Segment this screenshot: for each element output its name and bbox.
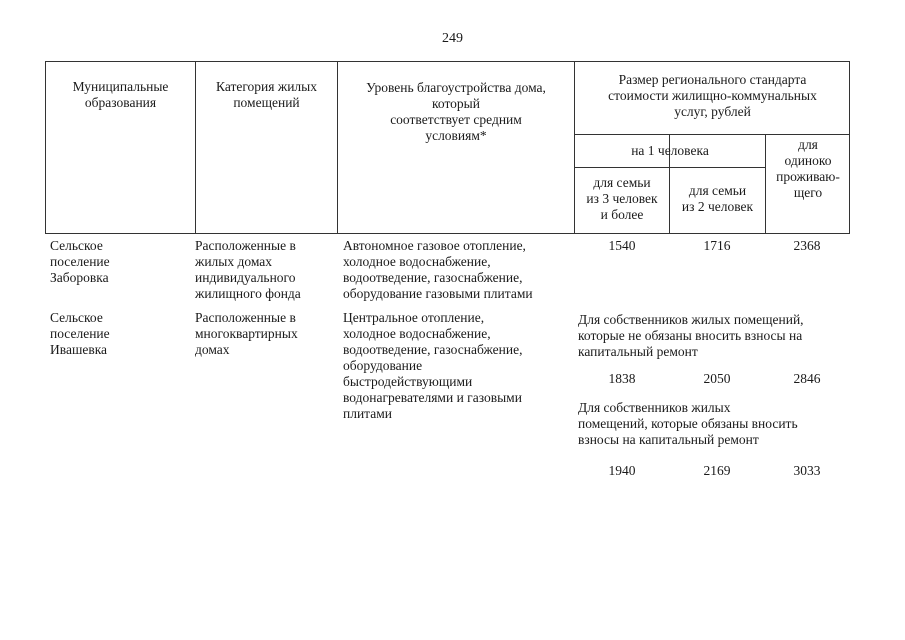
row2-value1-family3: 1838 (608, 371, 636, 386)
row1-value-single: 2368 (793, 238, 821, 253)
header-level: Уровень благоустройства дома, который соответствует средним условиям* (366, 80, 546, 143)
row2-note-no-capital-repair: Для собственников жилых помещений, которые не обязаны вносить взносы на капитальный ремонт (578, 312, 804, 359)
table-header (45, 61, 850, 234)
header-family-2: для семьи из 2 человек (681, 183, 754, 214)
header-category: Категория жилых помещений (216, 79, 317, 110)
header-municipality: Муниципальные образования (72, 79, 169, 110)
row1-value-family2: 1716 (703, 238, 731, 253)
header-per-person: на 1 человека (631, 143, 709, 158)
header-family-3: для семьи из 3 человек и более (586, 175, 658, 222)
row2-level: Центральное отопление, холодное водоснабжение, водоотведение, газоснабжение, оборудование быстродействующими водонагревателями и газовыми плитами (343, 310, 523, 421)
row2-municipality: Сельское поселение Ивашевка (50, 310, 110, 357)
row1-category: Расположенные в жилых домах индивидуального жилищного фонда (195, 238, 301, 301)
header-standard-size: Размер регионального стандарта стоимости жилищно-коммунальных услуг, рублей (608, 72, 817, 119)
divider (574, 167, 766, 168)
row2-note-with-capital-repair: Для собственников жилых помещений, которые обязаны вносить взносы на капитальный ремонт (578, 400, 798, 447)
divider (574, 134, 849, 135)
header-single: для одиноко проживаю- щего (776, 137, 840, 200)
row2-category: Расположенные в многоквартирных домах (195, 310, 298, 357)
row1-value-family3: 1540 (608, 238, 636, 253)
row2-value2-family2: 2169 (703, 463, 731, 478)
row1-municipality: Сельское поселение Заборовка (50, 238, 110, 285)
row2-value1-family2: 2050 (703, 371, 731, 386)
row2-value1-single: 2846 (793, 371, 821, 386)
row1-level: Автономное газовое отопление, холодное водоснабжение, водоотведение, газоснабжение, оборудование газовыми плитами (343, 238, 533, 301)
row2-value2-family3: 1940 (608, 463, 636, 478)
row2-value2-single: 3033 (793, 463, 821, 478)
page-number: 249 (442, 31, 463, 46)
